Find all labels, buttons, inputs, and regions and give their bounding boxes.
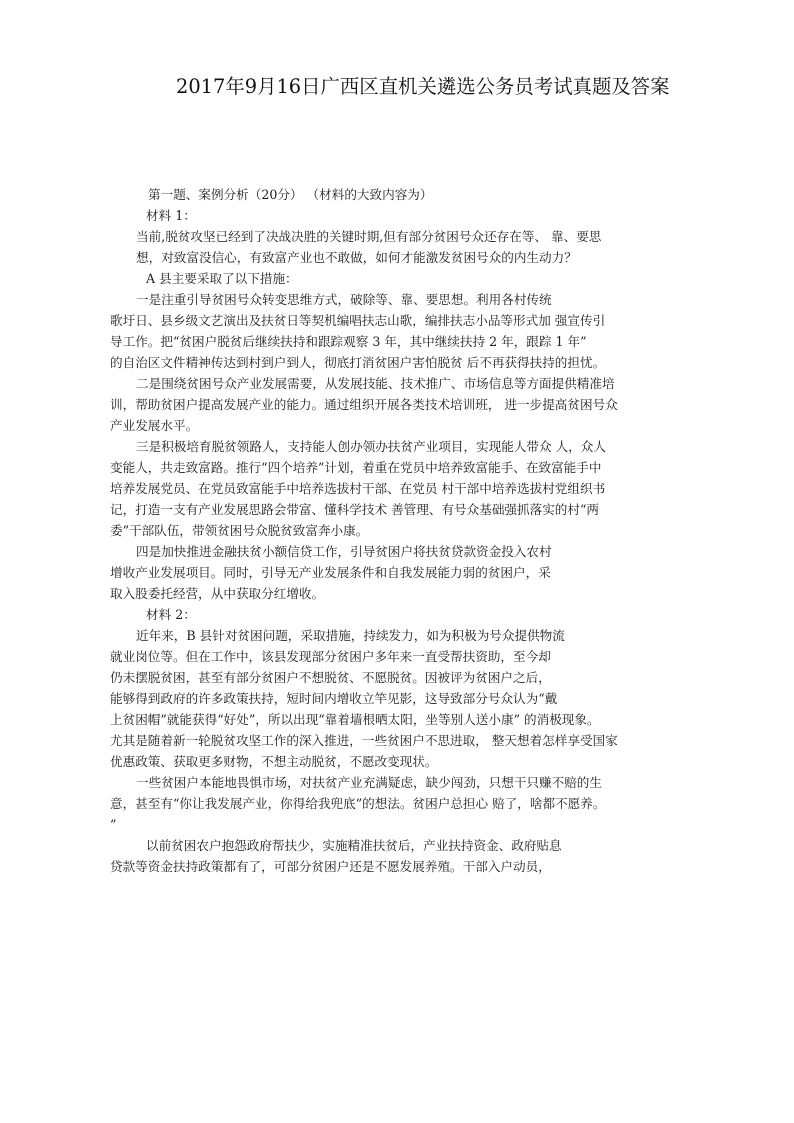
body-line: 贷款等资金扶持政策都有了，可部分贫困户还是不愿发展养殖。干部入户动员，: [110, 859, 551, 874]
body-line: 上贫困帽”就能获得“好处”，所以出现“靠着墙根晒太阳，坐等别人送小康” 的消极现象。: [110, 712, 600, 727]
body-line: 记，打造一支有产业发展思路会带富、懂科学技术 善管理、有号众基础强抓落实的村“两: [110, 502, 600, 517]
body-line: A 县主要采取了以下措施：: [146, 271, 298, 286]
body-line: 材料 2：: [146, 607, 196, 622]
body-line: 以前贫困农户抱怨政府帮扶少，实施精准扶贫后，产业扶持资金、政府贴息: [146, 838, 562, 853]
body-line: 材料 1：: [146, 208, 196, 223]
body-line: 变能人，共走致富路。推行“四个培养”计划，着重在党员中培养致富能手、在致富能手中: [110, 460, 602, 475]
body-line: 一是注重引导贫困号众转变思维方式，破除等、靠、要思想。利用各村传统: [136, 292, 552, 307]
body-line: 尤其是随着新一轮脱贫攻坚工作的深入推进，一些贫困户不思进取， 整天想着怎样享受国家: [110, 733, 618, 748]
body-line: 取入股委托经营，从中获取分红增收。: [110, 586, 325, 601]
body-line: 歌圩日、县乡级文艺演出及扶贫日等契机编唱扶志山歌，编排扶志小品等形式加 强宣传引: [110, 313, 606, 328]
body-line: 培养发展党员、在党员致富能手中培养选拔村干部、在党员 村干部中培养选拔村党组织书: [110, 481, 606, 496]
body-line: ”: [110, 817, 117, 832]
body-line: 想，对致富没信心，有致富产业也不敢做，如何才能激发贫困号众的内生动力？: [136, 250, 577, 265]
body-line: 增收产业发展项目。同时，引导无产业发展条件和自我发展能力弱的贫困户，采: [110, 565, 551, 580]
body-line: 就业岗位等。但在工作中，该县发现部分贫困户多年来一直受帮扶资助，至今却: [110, 649, 551, 664]
body-line: 委”干部队伍，带领贫困号众脱贫致富奔小康。: [110, 523, 369, 538]
body-line: 产业发展水平。: [110, 418, 199, 433]
body-line: 训，帮助贫困户提高发展产业的能力。通过组织开展各类技术培训班， 进一步提高贫困号众: [110, 397, 618, 412]
body-line: 意，甚至有“你让我发展产业，你得给我兜底”的想法。贫困户总担心 赔了，啥都不愿养。: [110, 796, 606, 811]
body-line: 二是围绕贫困号众产业发展需要，从发展技能、技术推广、市场信息等方面提供精准培: [136, 376, 615, 391]
body-line: 近年来，B 县针对贫困问题，采取措施，持续发力，如为积极为号众提供物流: [136, 628, 565, 643]
body-line: 四是加快推进金融扶贫小额信贷工作，引导贫困户将扶贫贷款资金投入农村: [136, 544, 552, 559]
body-line: 优惠政策、获取更多财物，不想主动脱贫，不愿改变现状。: [110, 754, 438, 769]
body-line: 当前,脱贫攻坚已经到了决战决胜的关键时期,但有部分贫困号众还存在等、 靠、要思: [136, 229, 602, 244]
document-title: 2017年9月16日广西区直机关遴选公务员考试真题及答案: [176, 75, 670, 98]
body-line: 仍未摆脱贫困，甚至有部分贫困户不想脱贫、不愿脱贫。因被评为贫困户之后，: [110, 670, 551, 685]
body-line: 能够得到政府的许多政策扶持，短时间内增收立竿见影，这导致部分号众认为“戴: [110, 691, 558, 706]
body-line: 一些贫困户本能地畏惧市场，对扶贫产业充满疑虑，缺少闯劲，只想干只赚不赔的生: [136, 775, 602, 790]
document-body: [110, 184, 710, 877]
body-line: 第一题、案例分析（20分） （材料的大致内容为）: [148, 187, 433, 202]
body-line: 三是积极培育脱贫领路人，支持能人创办领办扶贫产业项目，实现能人带众 人，众人: [136, 439, 606, 454]
body-line: 导工作。把“贫困户脱贫后继续扶持和跟踪观察 3 年，其中继续扶持 2 年，跟踪 1 年”: [110, 334, 587, 349]
body-line: 的自治区文件精神传达到村到户到人，彻底打消贫困户害怕脱贫 后不再获得扶持的担忧。: [110, 355, 606, 370]
